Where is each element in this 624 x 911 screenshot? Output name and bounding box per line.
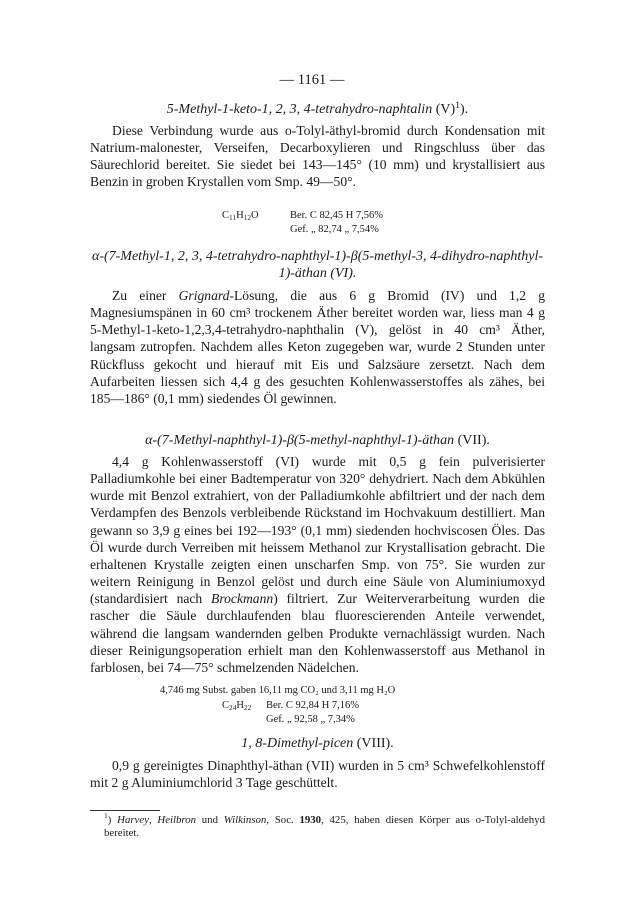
paragraph-vii: 4,4 g Kohlenwasserstoff (VI) wurde mit 0,5 g fein pulverisierter Palladiumkohle bei einer Badtemperatur von 320° dehydriert. Nach dem Abkühlen wurde mit Benzol extrahiert, von der Palladiumkohle abfiltriert und der nach dem Verdampfen des Benzols verbleibende Rückstand im Hochvakuum destilliert. Man gewann so 3,9 g eines bei 192—193° (0,1 mm) siedenden hochviscosen Öles. Das Öl wurde durch Verreiben mit heissem Methanol zur Krystallisation gebracht. Die erhaltenen Krystalle zeigten einen unscharfen Smp. von 75°. Sie wurden zur weitern Reinigung in Benzol gelöst und durch eine Säule von Aluminiumoxyd (standardisiert nach Brockmann) filtriert. Zur Weiterverarbeitung wurden die rascher die Säule durchlaufenden blau fluorescierenden Anteile verwendet, während die langsam wandernden gelben Produkte vernachlässigt wurden. Nach dieser Reinigungsoperation erhielt man den Kohlenwasserstoff aus Methanol in farblosen, bei 74—75° schmelzenden Nädelchen. (90, 454, 545, 675)
analysis-found-vii: Gef. „ 92,58 „ 7,34% (266, 714, 355, 725)
paragraph-v: Diese Verbindung wurde aus o-Tolyl-äthyl-bromid durch Kondensation mit Natrium-malonester, Verseifen, Decarboxylieren und Ringschluss über das Säurechlorid bereitet. Sie siedet bei 143—145° (10 mm) und krystallisiert aus Benzin in groben Krystallen vom Smp. 49—50°. (90, 123, 545, 190)
paragraph-viii: 0,9 g gereinigtes Dinaphthyl-äthan (VII) wurden in 5 cm³ Schwefelkohlenstoff mit 2 g Aluminiumchlorid 3 Tage geschüttelt. (90, 758, 545, 791)
analysis-formula-v: $C_{11}H_{12}O$ (222, 210, 259, 222)
page-number: — 1161 — (279, 72, 345, 88)
analysis-calculated-vii: Ber. C 92,84 H 7,16% (266, 700, 360, 711)
footnote-rule (90, 810, 160, 811)
analysis-combustion-vii: 4,746 mg Subst. gaben 16,11 mg CO₂ und 3,11 mg H₂O (160, 685, 396, 696)
footnote: $^1$) Harvey, Heilbron und Wilkinson, Soc. 1930, 425, haben diesen Körper aus o-Tolyl-aldehyd bereitet. (104, 811, 546, 840)
section-heading-vi: α-(7-Methyl-1, 2, 3, 4-tetrahydro-naphthyl-1)-β(5-methyl-3, 4-dihydro-naphthyl-1)-äthan (VI). (91, 249, 544, 281)
section-heading-vii: α-(7-Methyl-naphthyl-1)-β(5-methyl-naphthyl-1)-äthan (VII). (145, 433, 490, 448)
section-heading-viii: 1, 8-Dimethyl-picen (VIII). (241, 736, 394, 751)
analysis-formula-vii: $C_{24}H_{22}$ (222, 700, 252, 712)
analysis-found-v: Gef. „ 82,74 „ 7,54% (290, 224, 379, 235)
analysis-calculated-v: Ber. C 82,45 H 7,56% (290, 210, 384, 221)
paragraph-vi: Zu einer Grignard-Lösung, die aus 6 g Bromid (IV) und 1,2 g Magnesiumspänen in 60 cm³ trockenem Äther bereitet worden war, liess man 4 g 5-Methyl-1-keto-1,2,3,4-tetrahydro-naphthalin (V), gelöst in 40 cm³ Äther, langsam zutropfen. Nachdem alles Keton zugegeben war, wurde 2 Stunden unter Rückfluss gekocht und hierauf mit Eis und Salzsäure zersetzt. Nach dem Aufarbeiten liessen sich 4,4 g des gesuchten Kohlenwasserstoffes als zähes, bei 185—186° (0,1 mm) siedendes Öl gewinnen. (90, 288, 545, 406)
section-heading-v: 5-Methyl-1-keto-1, 2, 3, 4-tetrahydro-naphtalin $(V)^1$). (166, 100, 469, 117)
